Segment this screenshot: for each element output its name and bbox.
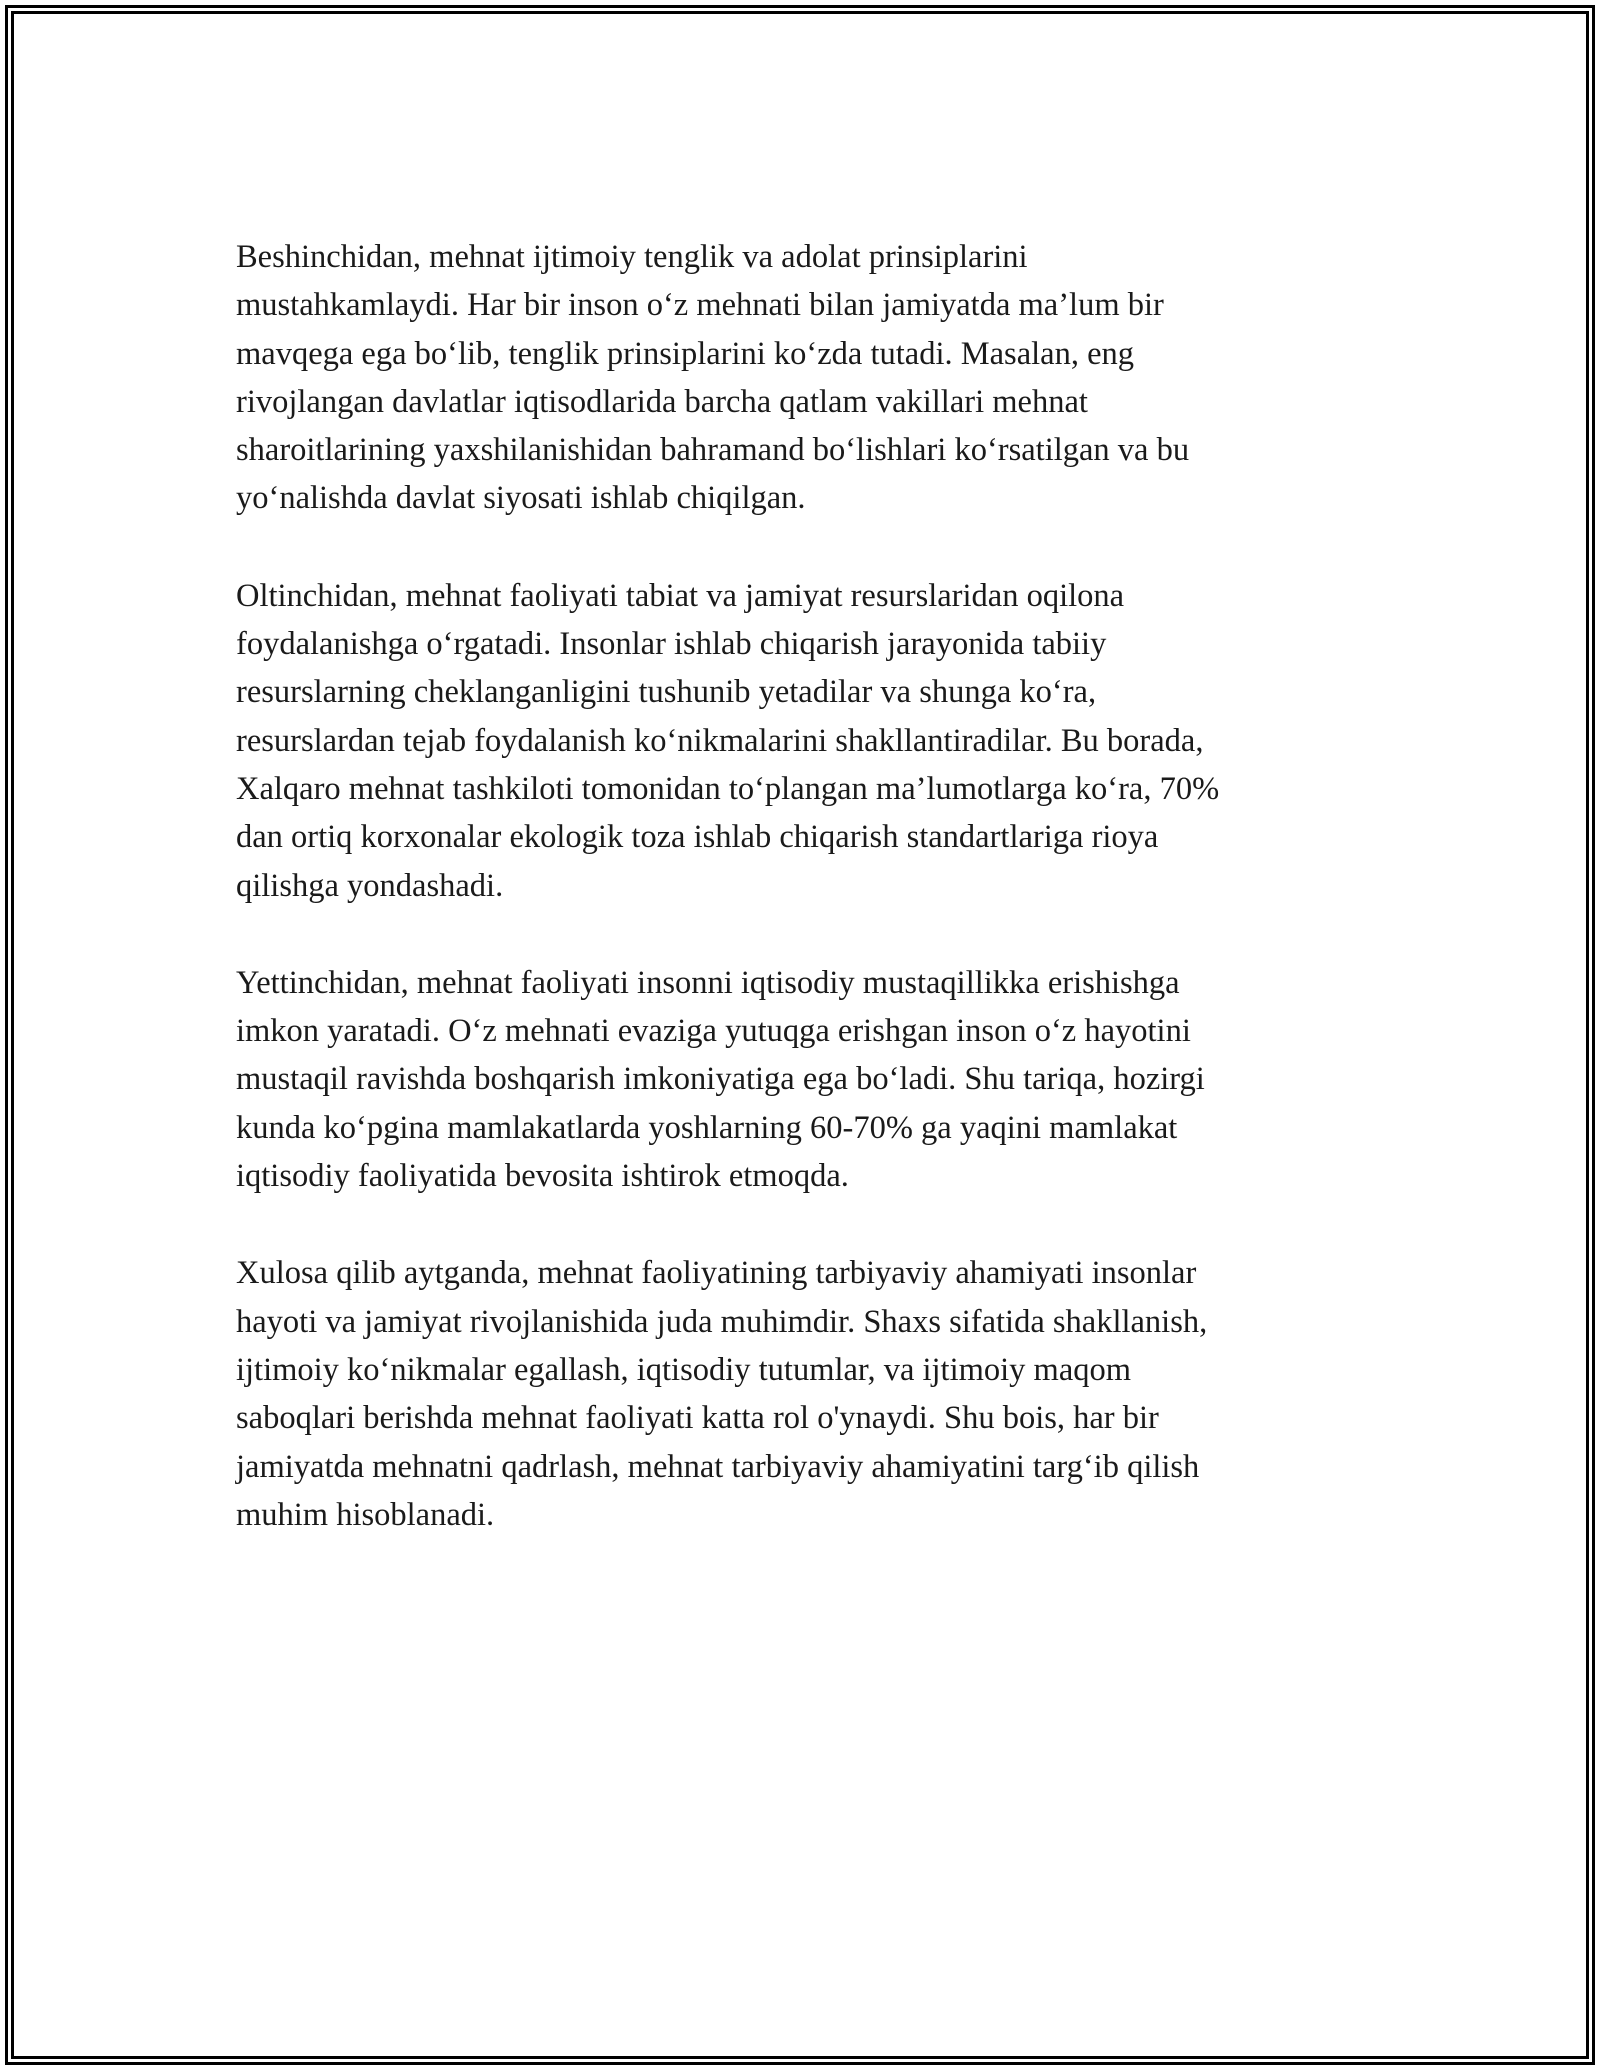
paragraph-4	[236, 1249, 1376, 1539]
paragraph-2	[236, 572, 1376, 910]
paragraph-line: foydalanishga o‘rgatadi. Insonlar ishlab chiqarish jarayonida tabiiy	[236, 626, 1107, 663]
document-body	[236, 233, 1376, 1588]
paragraph-line: hayoti va jamiyat rivojlanishida juda muhimdir. Shaxs sifatida shakllanish,	[236, 1303, 1208, 1340]
paragraph-line: resurslardan tejab foydalanish ko‘nikmalarini shakllantiradilar. Bu borada,	[236, 722, 1204, 759]
paragraph-line: rivojlangan davlatlar iqtisodlarida barcha qatlam vakillari mehnat	[236, 383, 1088, 420]
paragraph-line: Xulosa qilib aytganda, mehnat faoliyatining tarbiyaviy ahamiyati insonlar	[236, 1255, 1197, 1292]
paragraph-line: ijtimoiy ko‘nikmalar egallash, iqtisodiy tutumlar, va ijtimoiy maqom	[236, 1351, 1132, 1388]
paragraph-line: dan ortiq korxonalar ekologik toza ishlab chiqarish standartlariga rioya	[236, 819, 1159, 856]
paragraph-line: Xalqaro mehnat tashkiloti tomonidan to‘plangan ma’lumotlarga ko‘ra, 70%	[236, 770, 1220, 807]
paragraph-3	[236, 959, 1376, 1200]
paragraph-line: iqtisodiy faoliyatida bevosita ishtirok etmoqda.	[236, 1158, 849, 1195]
paragraph-line: mustaqil ravishda boshqarish imkoniyatiga ega bo‘ladi. Shu tariqa, hozirgi	[236, 1061, 1205, 1098]
paragraph-line: kunda ko‘pgina mamlakatlarda yoshlarning 60-70% ga yaqini mamlakat	[236, 1109, 1178, 1146]
paragraph-line: Yettinchidan, mehnat faoliyati insonni iqtisodiy mustaqillikka erishishga	[236, 964, 1180, 1001]
paragraph-line: yo‘nalishda davlat siyosati ishlab chiqilgan.	[236, 480, 806, 517]
paragraph-line: imkon yaratadi. O‘z mehnati evaziga yutuqga erishgan inson o‘z hayotini	[236, 1013, 1191, 1050]
paragraph-line: mavqega ega bo‘lib, tenglik prinsiplarini ko‘zda tutadi. Masalan, eng	[236, 335, 1135, 372]
paragraph-line: Oltinchidan, mehnat faoliyati tabiat va jamiyat resurslaridan oqilona	[236, 577, 1125, 614]
paragraph-line: resurslarning cheklanganligini tushunib yetadilar va shunga ko‘ra,	[236, 674, 1097, 711]
paragraph-line: sharoitlarining yaxshilanishidan bahramand bo‘lishlari ko‘rsatilgan va bu	[236, 432, 1190, 469]
paragraph-line: qilishga yondashadi.	[236, 867, 504, 904]
paragraph-line: Beshinchidan, mehnat ijtimoiy tenglik va adolat prinsiplarini	[236, 239, 1028, 275]
paragraph-line: muhim hisoblanadi.	[236, 1496, 495, 1533]
paragraph-line: jamiyatda mehnatni qadrlash, mehnat tarbiyaviy ahamiyatini targ‘ib qilish	[236, 1448, 1200, 1485]
paragraph-1	[236, 233, 1376, 523]
paragraph-line: mustahkamlaydi. Har bir inson o‘z mehnati bilan jamiyatda ma’lum bir	[236, 287, 1164, 324]
paragraph-line: saboqlari berishda mehnat faoliyati katta rol o'ynaydi. Shu bois, har bir	[236, 1400, 1159, 1437]
